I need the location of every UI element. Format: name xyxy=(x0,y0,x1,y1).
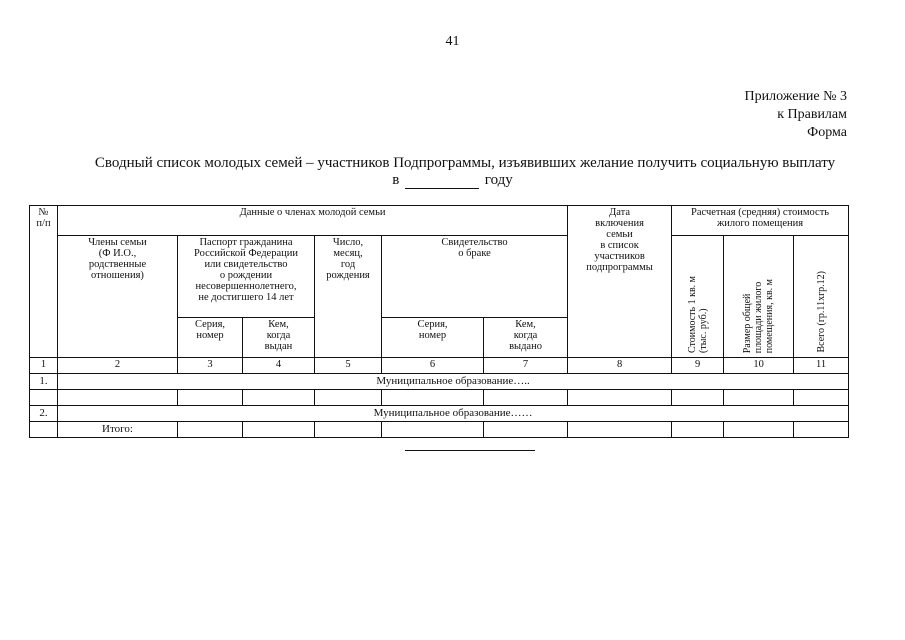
year-line xyxy=(0,172,905,189)
municipality-label: Муниципальное образование….. xyxy=(58,374,849,390)
column-number: 7 xyxy=(484,358,568,374)
header-family-members: Члены семьи (Ф И.О., родственные отношения) xyxy=(58,236,178,358)
header-marriage-series: Серия, номер xyxy=(382,318,484,358)
header-total xyxy=(794,236,849,358)
document-title: Сводный список молодых семей – участников Подпрограммы, изъявивших желание получить социальную выплату xyxy=(94,155,836,171)
column-number: 11 xyxy=(794,358,849,374)
appendix-line-2: к Правилам xyxy=(777,107,847,122)
header-passport-issued: Кем, когда выдан xyxy=(243,318,315,358)
total-label: Итого: xyxy=(58,422,178,438)
header-family-data: Данные о членах молодой семьи xyxy=(58,206,568,236)
column-number: 5 xyxy=(315,358,382,374)
appendix-line-1: Приложение № 3 xyxy=(744,89,847,104)
column-number: 1 xyxy=(30,358,58,374)
header-birth-date: Число, месяц, год рождения xyxy=(315,236,382,358)
column-number: 8 xyxy=(568,358,672,374)
header-total-text: Всего (гр.11хгр.12) xyxy=(815,271,827,353)
header-cost-per-m2 xyxy=(672,236,724,358)
appendix-line-3: Форма xyxy=(807,125,847,140)
header-housing-cost: Расчетная (средняя) стоимость жилого помещения xyxy=(672,206,849,236)
row-number: 1. xyxy=(30,374,58,390)
header-marriage-issued: Кем, когда выдано xyxy=(484,318,568,358)
year-blank-field xyxy=(405,174,479,189)
header-area-text: Размер общей площади жилого помещения, кв. м xyxy=(742,278,776,353)
header-area xyxy=(724,236,794,358)
column-number: 9 xyxy=(672,358,724,374)
header-passport-series: Серия, номер xyxy=(178,318,243,358)
header-passport: Паспорт гражданина Российской Федерации или свидетельство о рождении несовершеннолетнего, не достигшего 14 лет xyxy=(178,236,315,318)
municipality-label: Муниципальное образование…… xyxy=(58,406,849,422)
table-row xyxy=(30,390,849,406)
families-table xyxy=(29,205,849,438)
column-number: 4 xyxy=(243,358,315,374)
row-number: 2. xyxy=(30,406,58,422)
bottom-rule xyxy=(405,450,535,451)
column-number: 6 xyxy=(382,358,484,374)
year-suffix: году xyxy=(484,172,513,188)
header-date-included: Дата включения семьи в список участников подпрограммы xyxy=(568,206,672,358)
column-number: 10 xyxy=(724,358,794,374)
column-number: 3 xyxy=(178,358,243,374)
column-number: 2 xyxy=(58,358,178,374)
appendix-header xyxy=(745,88,848,142)
page-number: 41 xyxy=(445,34,460,49)
header-marriage-certificate: Свидетельство о браке xyxy=(382,236,568,318)
header-number: № п/п xyxy=(30,206,58,358)
header-cost-per-m2-text: Стоимость 1 кв. м (тыс. руб.) xyxy=(686,276,709,353)
year-prefix: в xyxy=(392,172,400,188)
